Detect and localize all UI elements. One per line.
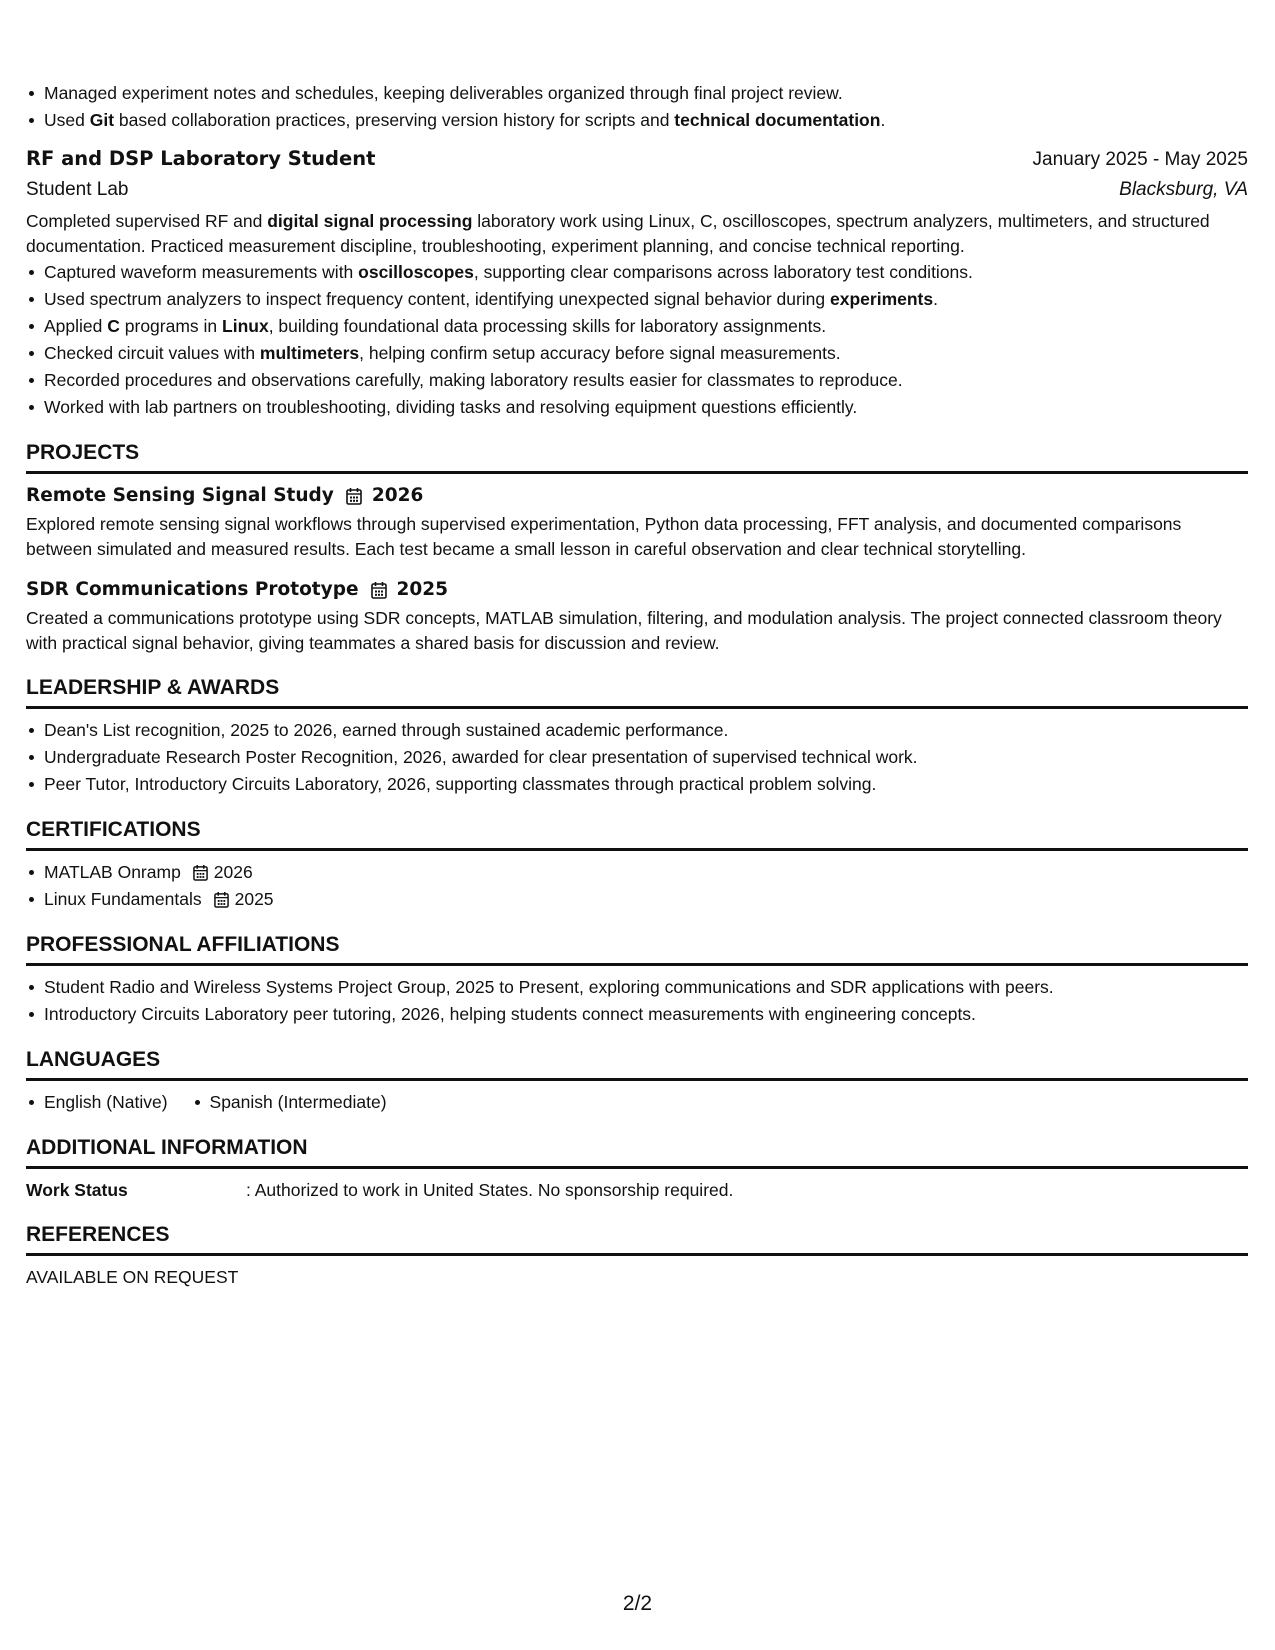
top-bullet-list <box>26 80 1248 134</box>
project-name: SDR Communications Prototype <box>26 579 359 600</box>
certification-year: 2026 <box>213 862 253 882</box>
text-run: Managed experiment notes and schedules, keeping deliverables organized through final project review. <box>44 83 843 103</box>
bold-text: multimeters <box>259 343 360 363</box>
bold-text: technical documentation <box>674 110 881 130</box>
text-run: laboratory work using Linux, C, oscilloscopes, spectrum analyzers, multimeters, and structured documentation. Practiced measurement discipline, troubleshooting, experiment planning, and concise technical reporting. <box>26 211 1210 256</box>
calendar-icon <box>193 864 208 881</box>
job-entry <box>26 144 1248 421</box>
page-number: 2/2 <box>622 1592 653 1615</box>
affiliation-list <box>26 974 1248 1028</box>
text-run: Used <box>44 110 90 130</box>
list-item <box>44 107 1248 134</box>
work-status-label: Work Status <box>26 1180 128 1200</box>
text-run: , supporting clear comparisons across laboratory test conditions. <box>473 262 973 282</box>
text-run: Applied <box>44 316 108 336</box>
text-run: , building foundational data processing skills for laboratory assignments. <box>268 316 827 336</box>
list-item: Undergraduate Research Poster Recognition, 2026, awarded for clear presentation of supervised technical work. <box>44 744 1248 771</box>
section-title-leadership: LEADERSHIP & AWARDS <box>26 675 1248 709</box>
calendar-icon <box>346 487 362 505</box>
text-run: Completed supervised RF and <box>26 211 268 231</box>
text-run: Used spectrum analyzers to inspect frequency content, identifying unexpected signal behavior during <box>44 289 831 309</box>
text-run: programs in <box>119 316 223 336</box>
project-year: 2025 <box>396 579 448 600</box>
bold-text: C <box>107 316 120 336</box>
certification-name: MATLAB Onramp <box>44 862 181 882</box>
bold-text: experiments <box>830 289 934 309</box>
calendar-icon <box>214 891 229 908</box>
language-item: English (Native) <box>44 1089 168 1116</box>
leadership-list <box>26 717 1248 798</box>
certification-year: 2025 <box>234 889 274 909</box>
text-run: . <box>933 289 938 309</box>
text-run: Checked circuit values with <box>44 343 260 363</box>
work-status-value: : Authorized to work in United States. No sponsorship required. <box>246 1180 734 1200</box>
section-title-projects: PROJECTS <box>26 440 1248 474</box>
list-item <box>44 367 1248 394</box>
project-description: Explored remote sensing signal workflows through supervised experimentation, Python data processing, FFT analysis, and documented comparisons between simulated and measured results. Each test became a small lesson in careful observation and clear technical storytelling. <box>26 514 1182 559</box>
job-location: Blacksburg, VA <box>1119 179 1248 200</box>
project-name: Remote Sensing Signal Study <box>26 485 334 506</box>
text-run: based collaboration practices, preserving version history for scripts and <box>114 110 675 130</box>
job-summary <box>26 209 1248 259</box>
job-organization: Student Lab <box>26 179 129 200</box>
project-year: 2026 <box>371 485 424 506</box>
text-run: , helping confirm setup accuracy before signal measurements. <box>359 343 841 363</box>
section-title-additional-info: ADDITIONAL INFORMATION <box>26 1135 1248 1169</box>
list-item <box>44 313 1248 340</box>
list-item <box>44 394 1248 421</box>
list-item: Introductory Circuits Laboratory peer tutoring, 2026, helping students connect measurements with engineering concepts. <box>44 1001 1248 1028</box>
bold-text: oscilloscopes <box>358 262 474 282</box>
calendar-icon <box>371 581 387 599</box>
work-status-row <box>26 1177 1248 1203</box>
list-item: Peer Tutor, Introductory Circuits Laboratory, 2026, supporting classmates through practical problem solving. <box>44 771 1248 798</box>
text-run: Recorded procedures and observations carefully, making laboratory results easier for classmates to reproduce. <box>44 370 903 390</box>
project-entry <box>26 576 1248 656</box>
list-item <box>44 340 1248 367</box>
bold-text: digital signal processing <box>267 211 473 231</box>
job-bullet-list <box>26 259 1248 421</box>
project-entry <box>26 482 1248 562</box>
text-run: . <box>880 110 886 130</box>
references-text: AVAILABLE ON REQUEST <box>26 1267 239 1287</box>
section-title-references: REFERENCES <box>26 1222 1248 1256</box>
job-title: RF and DSP Laboratory Student <box>26 147 376 170</box>
certification-item <box>44 886 1248 913</box>
certification-name: Linux Fundamentals <box>44 889 202 909</box>
list-item <box>44 259 1248 286</box>
text-run: Captured waveform measurements with <box>44 262 359 282</box>
section-title-certifications: CERTIFICATIONS <box>26 817 1248 851</box>
language-list <box>26 1089 1248 1116</box>
language-item: Spanish (Intermediate) <box>210 1089 387 1116</box>
certification-list <box>26 859 1248 913</box>
bold-text: Git <box>89 110 115 130</box>
section-title-languages: LANGUAGES <box>26 1047 1248 1081</box>
text-run: Worked with lab partners on troubleshooting, dividing tasks and resolving equipment questions efficiently. <box>44 397 858 417</box>
list-item <box>44 80 1248 107</box>
list-item <box>44 286 1248 313</box>
section-title-affiliations: PROFESSIONAL AFFILIATIONS <box>26 932 1248 966</box>
project-description: Created a communications prototype using SDR concepts, MATLAB simulation, filtering, and modulation analysis. The project connected classroom theory with practical signal behavior, giving teammates a shared basis for discussion and review. <box>26 608 1222 653</box>
bold-text: Linux <box>222 316 269 336</box>
list-item: Student Radio and Wireless Systems Project Group, 2025 to Present, exploring communications and SDR applications with peers. <box>44 974 1248 1001</box>
resume-page <box>26 80 1248 1290</box>
certification-item <box>44 859 1248 886</box>
job-dates: January 2025 - May 2025 <box>1032 149 1248 170</box>
list-item: Dean's List recognition, 2025 to 2026, earned through sustained academic performance. <box>44 717 1248 744</box>
